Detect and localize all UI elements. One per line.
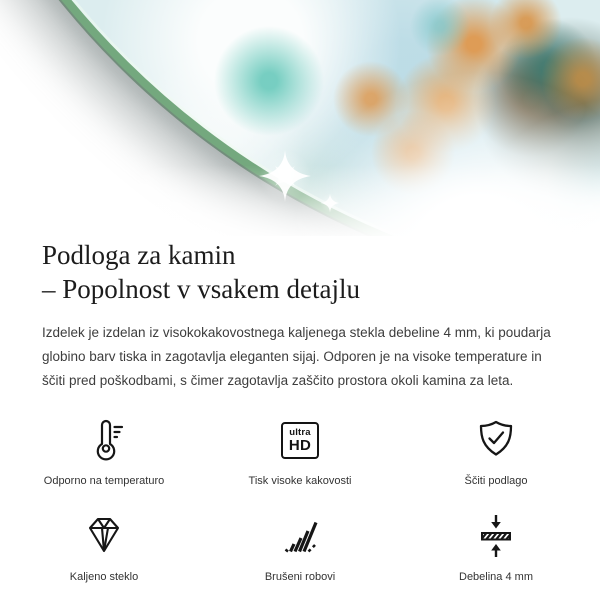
feature-label: Ščiti podlago xyxy=(464,475,528,487)
feature-label: Odporno na temperaturo xyxy=(43,475,165,487)
ultra-hd-icon xyxy=(281,415,319,465)
polished-edges-icon xyxy=(277,511,323,561)
ultra-hd-badge-top-text: ultra xyxy=(289,426,311,438)
feature-thickness xyxy=(398,511,594,583)
feature-protects-surface xyxy=(398,415,594,487)
product-title xyxy=(42,238,558,306)
features-grid xyxy=(42,415,558,583)
glass-disc-marble-print xyxy=(0,0,600,236)
feature-tempered-glass xyxy=(6,511,202,583)
feature-label: Tisk visoke kakovosti xyxy=(248,475,352,487)
product-description: Izdelek je izdelan iz visokokakovostnega kaljenega stekla debeline 4 mm, ki poudarja globino barv tiska in zagotavlja eleganten sijaj. Odporen je na visoke temperature in ščiti pred poškodbami, s čimer zagotavlja zaščito prostora okoli kamina za leta. xyxy=(42,325,551,388)
ultra-hd-badge-bottom-text: HD xyxy=(288,436,312,454)
ultra-hd-badge xyxy=(281,422,319,459)
hero-product-image xyxy=(0,0,600,236)
feature-label: Debelina 4 mm xyxy=(459,571,533,583)
feature-label: Kaljeno steklo xyxy=(69,571,139,583)
feature-temperature xyxy=(6,415,202,487)
diamond-icon xyxy=(81,511,127,561)
product-title-line1: Podloga za kamin xyxy=(42,240,236,270)
feature-print-quality xyxy=(202,415,398,487)
feature-polished-edges xyxy=(202,511,398,583)
thickness-icon xyxy=(473,511,519,561)
shield-check-icon xyxy=(473,415,519,465)
product-content xyxy=(0,238,600,583)
product-title-line2: – Popolnost v vsakem detajlu xyxy=(42,274,360,304)
thermometer-icon xyxy=(81,415,127,465)
feature-label: Brušeni robovi xyxy=(264,571,336,583)
